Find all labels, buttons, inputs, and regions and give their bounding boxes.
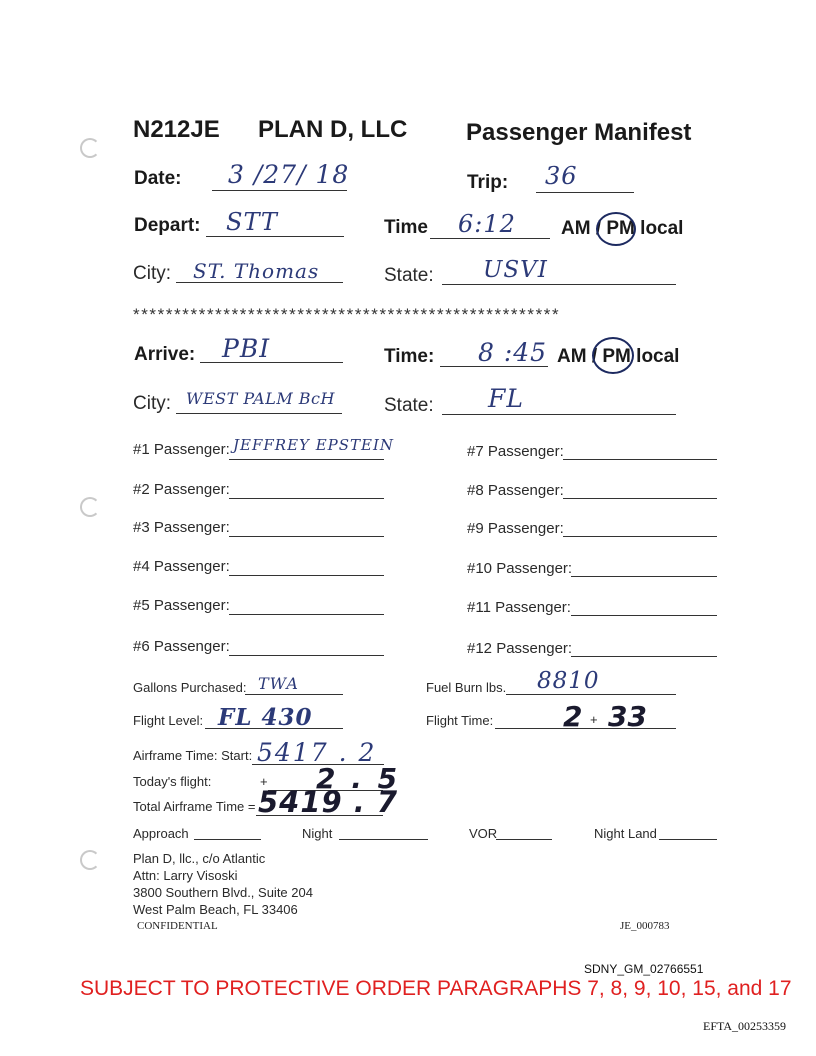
arrive-label: Arrive: [134,344,196,365]
passenger-line [229,614,384,615]
arrive-line [200,362,343,363]
depart-state-value: USVI [483,257,548,283]
vor-label: VOR [469,826,498,841]
passenger-label: #6 Passenger: [133,638,230,655]
passenger-line [229,575,384,576]
depart-time-line [430,238,550,239]
passenger-label: #11 Passenger: [467,599,571,616]
date-label: Date: [134,168,182,189]
flight-time-hours: 2 [563,700,583,733]
depart-city-label: City: [133,263,171,284]
passenger-name: JEFFREY EPSTEIN [233,436,395,454]
passenger-label: #4 Passenger: [133,558,230,575]
arrive-city-value: WEST PALM BcH [186,389,335,408]
bates-efta: EFTA_00253359 [703,1019,787,1033]
fuel-burn-line [506,694,676,695]
passenger-label: #3 Passenger: [133,519,230,536]
flight-level-line [205,728,343,729]
confidential-label: CONFIDENTIAL [137,920,218,932]
form-title: Passenger Manifest [466,119,692,146]
arrive-time-value: 8 :45 [478,338,548,367]
passenger-label: #8 Passenger: [467,482,564,499]
arrive-ampm: AM / PM local [557,346,680,367]
total-airframe-line [256,815,383,816]
separator-asterisks: **************************************************** [133,305,561,324]
depart-state-label: State: [384,265,434,286]
fuel-burn-value: 8810 [537,668,600,694]
passenger-label: #10 Passenger: [467,560,573,577]
depart-time-label: Time [384,217,429,238]
passenger-line [229,459,384,460]
bates-je: JE_000783 [620,920,670,932]
passenger-label: #2 Passenger: [133,481,230,498]
depart-pm-circle [596,212,636,246]
approach-line [194,839,261,840]
trip-line [536,192,634,193]
night-line [339,839,428,840]
date-value: 3 /27/ 18 [228,160,350,189]
arrive-city-label: City: [133,393,171,414]
passenger-line [229,498,384,499]
todays-flight-value: 2 . 5 [316,762,401,795]
depart-time-value: 6:12 [458,210,516,238]
flight-time-plus: + [590,712,598,727]
flight-time-minutes: 33 [608,700,647,733]
total-airframe-label: Total Airframe Time = [133,799,256,814]
passenger-label: #12 Passenger: [467,640,573,657]
address-line: 3800 Southern Blvd., Suite 204 [133,885,313,900]
night-land-label: Night Land [594,826,657,841]
flight-time-line [495,728,676,729]
passenger-line [571,576,717,577]
airframe-start-label: Airframe Time: Start: [133,748,253,763]
passenger-line [229,655,384,656]
trip-label: Trip: [467,172,509,193]
passenger-line [563,536,717,537]
passenger-label: #9 Passenger: [467,520,564,537]
arrive-pm-circle [592,337,634,374]
flight-level-label: Flight Level: [133,713,204,728]
approach-label: Approach [133,826,189,841]
gallons-line [245,694,343,695]
arrive-city-line [176,413,342,414]
depart-airport: STT [226,208,278,236]
total-airframe-value: 5419 . 7 [258,785,399,819]
trip-value: 36 [545,162,578,190]
gallons-label: Gallons Purchased: [133,680,247,695]
arrive-state-value: FL [488,384,524,413]
night-label: Night [302,826,333,841]
depart-city-value: ST. Thomas [193,259,320,283]
punch-hole-middle [80,497,100,517]
arrive-airport: PBI [222,334,271,363]
arrive-state-label: State: [384,395,434,416]
night-land-line [659,839,717,840]
gallons-value: TWA [258,674,299,693]
tail-number: N212JE [133,116,220,143]
flight-time-label: Flight Time: [426,713,494,728]
passenger-label: #7 Passenger: [467,443,564,460]
date-line [212,190,347,191]
protective-order-notice: SUBJECT TO PROTECTIVE ORDER PARAGRAPHS 7, 8, 9, 10, 15, and 17 [80,977,792,1000]
passenger-line [563,459,717,460]
passenger-line [571,615,717,616]
fuel-burn-label: Fuel Burn lbs. [426,680,507,695]
punch-hole-bottom [80,850,100,870]
airframe-start-value: 5417 . 2 [257,738,377,767]
flight-level-value: FL 430 [218,704,313,731]
arrive-state-line [442,414,676,415]
address-line: Attn: Larry Visoski [133,868,238,883]
depart-state-line [442,284,676,285]
address-line: Plan D, llc., c/o Atlantic [133,851,266,866]
bates-sdny: SDNY_GM_02766551 [584,962,704,976]
todays-flight-plus: + [260,774,268,789]
depart-line [206,236,344,237]
todays-flight-label: Today's flight: [133,774,212,789]
arrive-time-label: Time: [384,346,435,367]
vor-line [496,839,552,840]
depart-city-line [176,282,343,283]
passenger-label: #5 Passenger: [133,597,230,614]
passenger-label: #1 Passenger: [133,441,230,458]
address-line: West Palm Beach, FL 33406 [133,902,298,917]
arrive-time-line [440,366,548,367]
depart-label: Depart: [134,215,201,236]
punch-hole-top [80,138,100,158]
depart-ampm: AM / PM local [561,218,684,239]
passenger-line [563,498,717,499]
passenger-line [571,656,717,657]
company-name: PLAN D, LLC [258,116,408,143]
passenger-line [229,536,384,537]
